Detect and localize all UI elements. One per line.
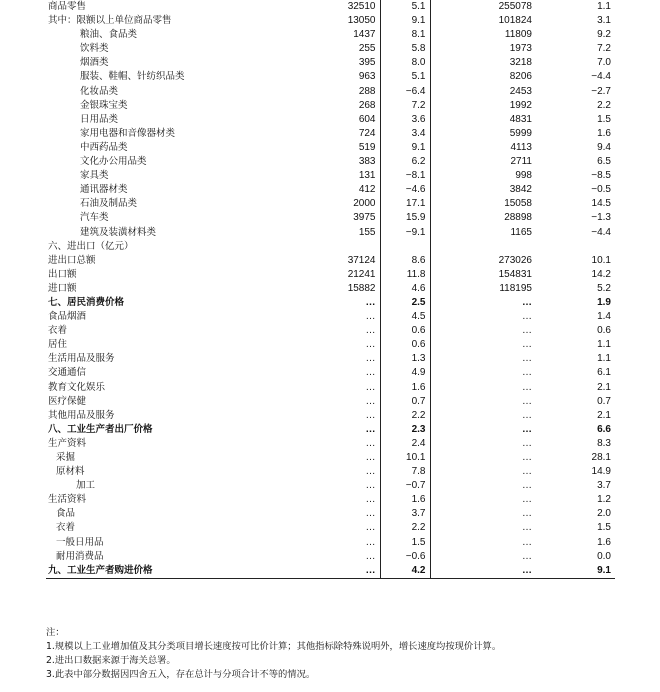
- table-row: [46, 395, 615, 409]
- month-value-cell: 268: [260, 99, 380, 113]
- month-growth-cell: 0.7: [380, 395, 430, 409]
- month-growth-cell: 4.5: [380, 310, 430, 324]
- row-label: 加工: [76, 480, 96, 492]
- table-row: [46, 521, 615, 535]
- table-row: [46, 366, 615, 380]
- cumulative-growth-cell: 0.0: [597, 550, 611, 562]
- month-value-cell: …: [260, 465, 380, 479]
- cumulative-value-cell: …: [522, 296, 532, 308]
- month-growth-cell: 2.5: [380, 296, 430, 310]
- table-row: [46, 282, 615, 296]
- row-label: 粮油、食品类: [80, 29, 138, 41]
- row-label: 通讯器材类: [80, 184, 128, 196]
- cumulative-value-cell: 998: [515, 170, 532, 182]
- cumulative-growth-cell: 8.3: [597, 437, 611, 449]
- cumulative-value-cell: 2453: [509, 85, 532, 97]
- cumulative-growth-cell: 7.0: [597, 57, 611, 69]
- table-row: [46, 465, 615, 479]
- cumulative-value-cell: …: [522, 409, 532, 421]
- cumulative-growth-cell: 28.1: [591, 452, 611, 463]
- table-row: [46, 268, 615, 282]
- month-value-cell: …: [260, 310, 380, 324]
- row-label: 九、工业生产者购进价格: [46, 564, 260, 579]
- month-value-cell: …: [260, 437, 380, 451]
- cumulative-growth-cell: 6.1: [597, 367, 611, 379]
- cumulative-value-cell: 28898: [504, 212, 532, 224]
- cumulative-growth-cell: 1.6: [597, 536, 611, 548]
- row-label: 建筑及装潢材料类: [80, 226, 157, 238]
- cumulative-growth-cell: [536, 240, 615, 254]
- row-label: 烟酒类: [80, 57, 109, 69]
- cumulative-growth-cell: 1.5: [597, 113, 611, 125]
- month-growth-cell: 5.1: [380, 70, 430, 84]
- month-value-cell: 2000: [260, 197, 380, 211]
- table-row: [46, 338, 615, 352]
- footnotes: [46, 626, 626, 682]
- month-growth-cell: 4.9: [380, 366, 430, 380]
- table-row: [46, 479, 615, 493]
- month-value-cell: …: [260, 521, 380, 535]
- table-row: [46, 240, 615, 254]
- table-row: [46, 42, 615, 56]
- table-row: [46, 423, 615, 437]
- table-row: [46, 211, 615, 225]
- month-growth-cell: 7.2: [380, 99, 430, 113]
- statistics-table: [46, 0, 615, 579]
- cumulative-value-cell: …: [522, 395, 532, 407]
- month-value-cell: …: [260, 479, 380, 493]
- month-growth-cell: 6.2: [380, 155, 430, 169]
- cumulative-growth-cell: −1.3: [591, 212, 611, 224]
- cumulative-value-cell: …: [522, 536, 532, 548]
- cumulative-value-cell: 4113: [510, 141, 532, 153]
- row-label: 生活用品及服务: [48, 353, 115, 365]
- cumulative-value-cell: 11809: [504, 29, 532, 41]
- cumulative-growth-cell: 9.1: [536, 564, 615, 579]
- month-growth-cell: 9.1: [380, 14, 430, 28]
- cumulative-growth-cell: 6.5: [597, 156, 611, 168]
- month-growth-cell: −0.6: [380, 550, 430, 564]
- month-value-cell: …: [260, 352, 380, 366]
- row-label: 原材料: [56, 466, 85, 478]
- row-label: 商品零售: [48, 1, 87, 12]
- cumulative-value-cell: 3218: [509, 57, 532, 69]
- cumulative-value-cell: 101824: [498, 15, 532, 27]
- cumulative-value-cell: 1165: [510, 226, 532, 238]
- row-label: 服装、鞋帽、针纺织品类: [80, 71, 185, 83]
- cumulative-growth-cell: 1.1: [597, 1, 611, 12]
- month-growth-cell: −0.7: [380, 479, 430, 493]
- cumulative-growth-cell: 2.1: [597, 381, 611, 393]
- table-row: [46, 141, 615, 155]
- cumulative-growth-cell: 1.5: [597, 522, 611, 534]
- month-value-cell: 13050: [260, 14, 380, 28]
- month-value-cell: 15882: [260, 282, 380, 296]
- cumulative-growth-cell: 14.2: [591, 268, 611, 280]
- cumulative-value-cell: …: [522, 466, 532, 478]
- row-label: 金银珠宝类: [80, 99, 128, 111]
- cumulative-growth-cell: 7.2: [597, 43, 611, 55]
- month-value-cell: 1437: [260, 28, 380, 42]
- cumulative-growth-cell: 1.4: [597, 311, 611, 323]
- table-row: [46, 352, 615, 366]
- table-row: [46, 14, 615, 28]
- month-value-cell: …: [260, 409, 380, 423]
- month-value-cell: …: [260, 451, 380, 465]
- month-value-cell: 21241: [260, 268, 380, 282]
- month-growth-cell: 5.8: [380, 42, 430, 56]
- row-label: 进出口总额: [48, 254, 96, 266]
- month-growth-cell: 8.1: [380, 28, 430, 42]
- table-row: [46, 56, 615, 70]
- cumulative-growth-cell: 14.9: [591, 466, 611, 478]
- row-label: 八、工业生产者出厂价格: [48, 423, 153, 435]
- month-growth-cell: 9.1: [380, 141, 430, 155]
- month-value-cell: …: [260, 493, 380, 507]
- row-label: 食品: [56, 508, 76, 520]
- cumulative-growth-cell: 2.2: [597, 99, 611, 111]
- month-value-cell: …: [260, 366, 380, 380]
- table-row: [46, 493, 615, 507]
- cumulative-value-cell: …: [522, 311, 532, 323]
- month-value-cell: …: [260, 296, 380, 310]
- month-value-cell: 604: [260, 113, 380, 127]
- month-growth-cell: 3.6: [380, 113, 430, 127]
- month-growth-cell: 0.6: [380, 324, 430, 338]
- row-label: 一般日用品: [56, 536, 104, 548]
- row-label: 汽车类: [80, 212, 109, 224]
- table-row: [46, 226, 615, 240]
- row-label: 家用电器和音像器材类: [80, 127, 176, 139]
- cumulative-value-cell: 3842: [509, 184, 532, 196]
- month-growth-cell: 0.6: [380, 338, 430, 352]
- row-label: 医疗保健: [48, 395, 87, 407]
- cumulative-value-cell: …: [430, 564, 536, 579]
- month-value-cell: …: [260, 507, 380, 521]
- month-growth-cell: [380, 240, 430, 254]
- cumulative-growth-cell: 3.1: [597, 15, 611, 27]
- cumulative-value-cell: …: [522, 423, 532, 435]
- month-value-cell: 155: [260, 226, 380, 240]
- table-row: [46, 451, 615, 465]
- cumulative-value-cell: …: [522, 325, 532, 337]
- month-growth-cell: 8.6: [380, 254, 430, 268]
- month-value-cell: 131: [260, 169, 380, 183]
- row-label: 七、居民消费价格: [48, 296, 125, 308]
- table-row: [46, 550, 615, 564]
- cumulative-growth-cell: 0.6: [597, 325, 611, 337]
- month-growth-cell: −9.1: [380, 226, 430, 240]
- month-value-cell: 32510: [260, 0, 380, 14]
- footnote-2: 2.进出口数据来源于海关总署。: [46, 655, 176, 666]
- cumulative-value-cell: 4831: [509, 113, 532, 125]
- month-value-cell: 963: [260, 70, 380, 84]
- cumulative-value-cell: 15058: [504, 198, 532, 210]
- table-row: [46, 437, 615, 451]
- table-row: [46, 127, 615, 141]
- cumulative-value-cell: 1992: [509, 99, 532, 111]
- month-growth-cell: 3.4: [380, 127, 430, 141]
- cumulative-growth-cell: −8.5: [591, 170, 611, 182]
- cumulative-value-cell: 255078: [498, 1, 532, 12]
- table-row: [46, 296, 615, 310]
- cumulative-growth-cell: 2.1: [597, 409, 611, 421]
- cumulative-value-cell: 154831: [498, 268, 532, 280]
- month-growth-cell: 8.0: [380, 56, 430, 70]
- cumulative-growth-cell: 3.7: [597, 480, 611, 492]
- table-row: [46, 70, 615, 84]
- cumulative-value-cell: …: [522, 480, 532, 492]
- row-label: 其中：限额以上单位商品零售: [48, 15, 172, 27]
- month-value-cell: 383: [260, 155, 380, 169]
- month-growth-cell: 17.1: [380, 197, 430, 211]
- month-value-cell: …: [260, 550, 380, 564]
- table-row: [46, 99, 615, 113]
- month-growth-cell: 2.4: [380, 437, 430, 451]
- month-growth-cell: 1.5: [380, 536, 430, 550]
- footnote-3: 3.此表中部分数据因四舍五入，存在总计与分项合计不等的情况。: [46, 669, 316, 680]
- month-growth-cell: 1.6: [380, 381, 430, 395]
- month-value-cell: 288: [260, 85, 380, 99]
- month-value-cell: …: [260, 395, 380, 409]
- month-value-cell: …: [260, 381, 380, 395]
- month-growth-cell: 1.3: [380, 352, 430, 366]
- cumulative-growth-cell: −4.4: [591, 226, 611, 238]
- cumulative-value-cell: 8206: [509, 71, 532, 83]
- month-growth-cell: 15.9: [380, 211, 430, 225]
- row-label: 食品烟酒: [48, 311, 87, 323]
- cumulative-value-cell: …: [522, 494, 532, 506]
- table-row: [46, 28, 615, 42]
- month-value-cell: …: [260, 564, 380, 579]
- month-growth-cell: −4.6: [380, 183, 430, 197]
- month-growth-cell: 4.6: [380, 282, 430, 296]
- month-growth-cell: −6.4: [380, 85, 430, 99]
- row-label: 衣着: [56, 522, 76, 534]
- table-row: [46, 155, 615, 169]
- month-value-cell: …: [260, 324, 380, 338]
- cumulative-value-cell: …: [522, 353, 532, 365]
- row-label: 出口额: [48, 268, 77, 280]
- footnote-heading: 注：: [46, 627, 65, 638]
- cumulative-growth-cell: 2.0: [597, 508, 611, 520]
- cumulative-value-cell: 118195: [499, 282, 532, 294]
- cumulative-growth-cell: −0.5: [591, 184, 611, 196]
- row-label: 生产资料: [48, 437, 87, 449]
- cumulative-growth-cell: 14.5: [591, 198, 611, 210]
- cumulative-value-cell: …: [522, 339, 532, 351]
- table-row: [46, 310, 615, 324]
- cumulative-growth-cell: 9.2: [597, 29, 611, 41]
- cumulative-value-cell: 2711: [510, 156, 532, 168]
- table-row: [46, 381, 615, 395]
- row-label: 日用品类: [80, 113, 119, 125]
- row-label: 居住: [48, 339, 68, 351]
- month-value-cell: 395: [260, 56, 380, 70]
- table-row: [46, 409, 615, 423]
- month-value-cell: 724: [260, 127, 380, 141]
- cumulative-growth-cell: 1.6: [597, 127, 611, 139]
- cumulative-value-cell: 1973: [509, 43, 532, 55]
- cumulative-growth-cell: 1.1: [597, 353, 611, 365]
- table-row: [46, 564, 615, 579]
- month-growth-cell: 2.2: [380, 409, 430, 423]
- cumulative-growth-cell: 5.2: [597, 282, 611, 294]
- cumulative-value-cell: [430, 240, 536, 254]
- table-row: [46, 0, 615, 14]
- month-value-cell: 412: [260, 183, 380, 197]
- cumulative-value-cell: …: [522, 367, 532, 379]
- month-growth-cell: 4.2: [380, 564, 430, 579]
- statistics-table-body: [46, 0, 615, 578]
- row-label: 家具类: [80, 170, 109, 182]
- table-row: [46, 169, 615, 183]
- cumulative-growth-cell: 1.9: [597, 296, 611, 308]
- cumulative-value-cell: …: [522, 381, 532, 393]
- table-row: [46, 85, 615, 99]
- month-value-cell: …: [260, 423, 380, 437]
- row-label: 中西药品类: [80, 141, 128, 153]
- row-label: 交通通信: [48, 367, 87, 379]
- row-label: 耐用消费品: [56, 550, 104, 562]
- month-value-cell: [260, 240, 380, 254]
- cumulative-growth-cell: −2.7: [591, 85, 611, 97]
- cumulative-growth-cell: 10.1: [591, 254, 611, 266]
- cumulative-growth-cell: 6.6: [597, 423, 611, 435]
- cumulative-growth-cell: 1.1: [597, 339, 611, 351]
- month-growth-cell: −8.1: [380, 169, 430, 183]
- table-row: [46, 183, 615, 197]
- row-label: 采掘: [56, 452, 76, 463]
- month-growth-cell: 10.1: [380, 451, 430, 465]
- table-row: [46, 536, 615, 550]
- cumulative-growth-cell: −4.4: [591, 71, 611, 83]
- cumulative-value-cell: …: [522, 508, 532, 520]
- month-growth-cell: 5.1: [380, 0, 430, 14]
- cumulative-value-cell: …: [522, 437, 532, 449]
- cumulative-value-cell: 273026: [498, 254, 532, 266]
- table-row: [46, 507, 615, 521]
- row-label: 文化办公用品类: [80, 156, 147, 168]
- cumulative-value-cell: …: [522, 522, 532, 534]
- month-growth-cell: 11.8: [380, 268, 430, 282]
- cumulative-value-cell: …: [522, 452, 532, 463]
- row-label: 生活资料: [48, 494, 87, 506]
- row-label: 进口额: [48, 282, 77, 294]
- cumulative-growth-cell: 0.7: [597, 395, 611, 407]
- row-label: 饮料类: [80, 43, 109, 55]
- row-label: 衣着: [48, 325, 68, 337]
- table-row: [46, 324, 615, 338]
- month-value-cell: …: [260, 536, 380, 550]
- table-row: [46, 113, 615, 127]
- month-value-cell: 519: [260, 141, 380, 155]
- row-label: 教育文化娱乐: [48, 381, 106, 393]
- month-growth-cell: 2.2: [380, 521, 430, 535]
- month-value-cell: 3975: [260, 211, 380, 225]
- month-growth-cell: 3.7: [380, 507, 430, 521]
- row-label: 其他用品及服务: [48, 409, 115, 421]
- cumulative-growth-cell: 1.2: [597, 494, 611, 506]
- table-row: [46, 197, 615, 211]
- month-growth-cell: 1.6: [380, 493, 430, 507]
- footnote-1: 1.规模以上工业增加值及其分类项目增长速度按可比价计算；其他指标除特殊说明外，增长速度均按现价计算。: [46, 641, 502, 652]
- cumulative-growth-cell: 9.4: [597, 141, 611, 153]
- table-row: [46, 254, 615, 268]
- month-growth-cell: 2.3: [380, 423, 430, 437]
- row-label: 化妆品类: [80, 85, 119, 97]
- cumulative-value-cell: …: [522, 550, 532, 562]
- row-label: 六、进出口（亿元）: [48, 240, 134, 252]
- row-label: 石油及制品类: [80, 198, 138, 210]
- cumulative-value-cell: 5999: [509, 127, 532, 139]
- month-growth-cell: 7.8: [380, 465, 430, 479]
- month-value-cell: 255: [260, 42, 380, 56]
- month-value-cell: 37124: [260, 254, 380, 268]
- month-value-cell: …: [260, 338, 380, 352]
